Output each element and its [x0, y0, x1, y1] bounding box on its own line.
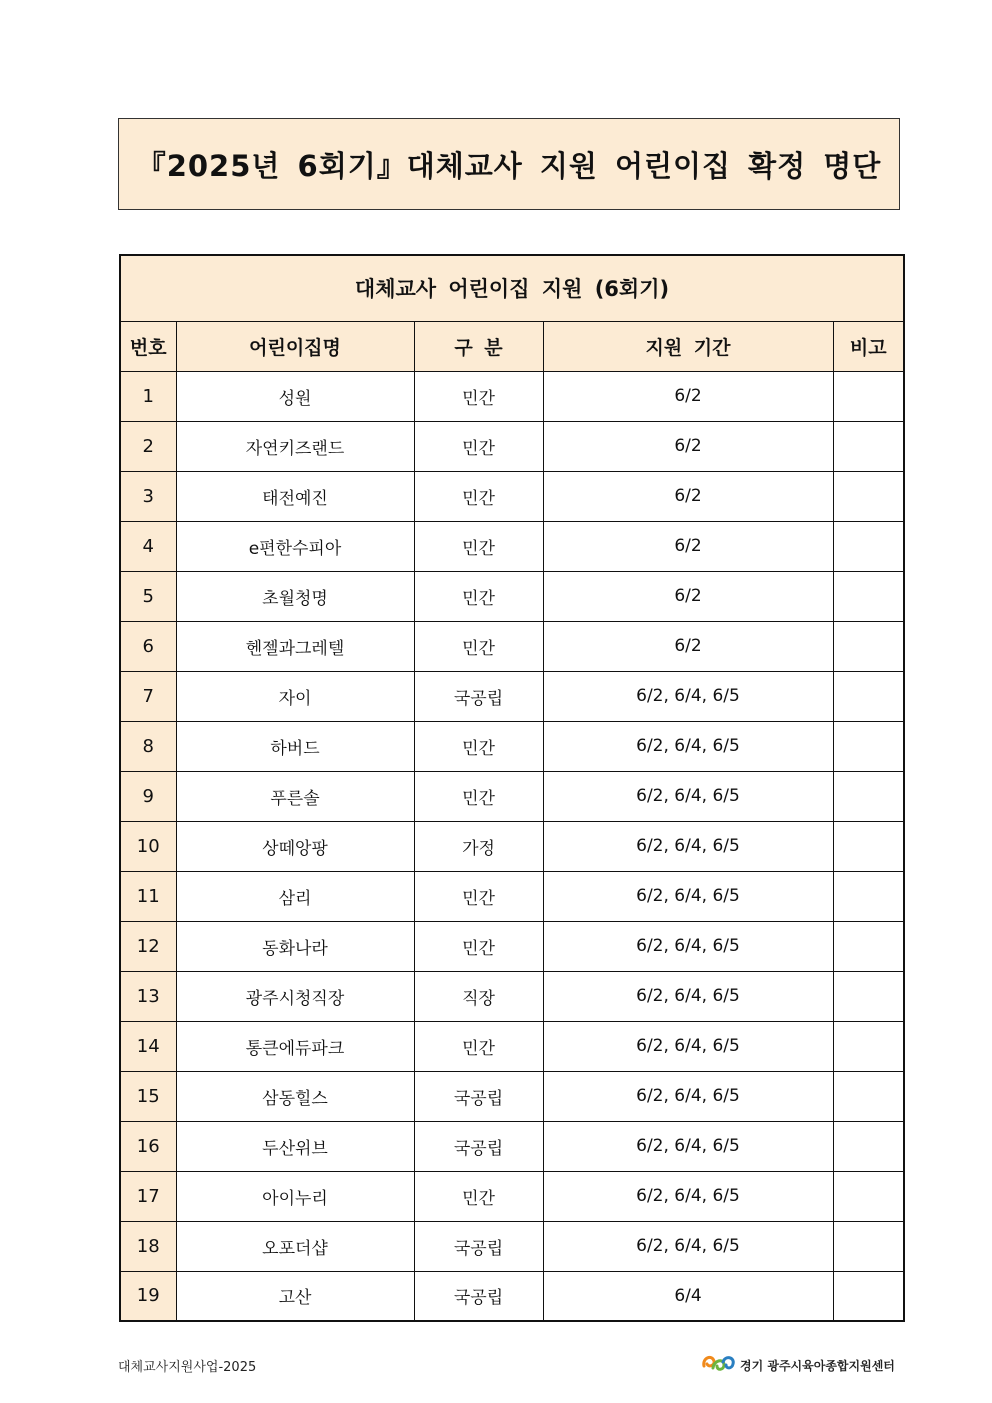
- row-center-name: 두산위브: [176, 1121, 414, 1171]
- row-number: 18: [120, 1221, 176, 1271]
- row-center-name: 성원: [176, 371, 414, 421]
- row-category: 민간: [414, 421, 543, 471]
- row-category: 민간: [414, 921, 543, 971]
- row-number: 2: [120, 421, 176, 471]
- table-row: [120, 771, 904, 821]
- row-number: 9: [120, 771, 176, 821]
- row-category: 민간: [414, 871, 543, 921]
- row-note: [833, 921, 904, 971]
- row-note: [833, 1171, 904, 1221]
- row-note: [833, 1121, 904, 1171]
- header-number: 번호: [120, 321, 176, 371]
- row-note: [833, 1271, 904, 1321]
- table-caption: 대체교사 어린이집 지원 (6회기): [120, 255, 904, 321]
- header-category: 구 분: [414, 321, 543, 371]
- row-center-name: 오포더샵: [176, 1221, 414, 1271]
- row-note: [833, 1021, 904, 1071]
- row-category: 국공립: [414, 671, 543, 721]
- table-row: [120, 571, 904, 621]
- table-caption-row: [120, 255, 904, 321]
- table-row: [120, 421, 904, 471]
- row-number: 11: [120, 871, 176, 921]
- row-support-period: 6/2, 6/4, 6/5: [543, 921, 833, 971]
- row-number: 10: [120, 821, 176, 871]
- row-note: [833, 971, 904, 1021]
- table-row: [120, 521, 904, 571]
- row-center-name: 고산: [176, 1271, 414, 1321]
- row-number: 1: [120, 371, 176, 421]
- table-header-row: [120, 321, 904, 371]
- row-number: 17: [120, 1171, 176, 1221]
- table-row: [120, 1221, 904, 1271]
- header-center-name: 어린이집명: [176, 321, 414, 371]
- row-support-period: 6/2, 6/4, 6/5: [543, 1171, 833, 1221]
- row-support-period: 6/2: [543, 421, 833, 471]
- row-center-name: 태전예진: [176, 471, 414, 521]
- row-category: 가정: [414, 821, 543, 871]
- table-row: [120, 721, 904, 771]
- header-support-period: 지원 기간: [543, 321, 833, 371]
- row-center-name: 광주시청직장: [176, 971, 414, 1021]
- footer-org-name: 경기 광주시육아종합지원센터: [740, 1358, 895, 1373]
- row-center-name: 통큰에듀파크: [176, 1021, 414, 1071]
- row-support-period: 6/2, 6/4, 6/5: [543, 1071, 833, 1121]
- table-row: [120, 1271, 904, 1321]
- row-category: 민간: [414, 1021, 543, 1071]
- row-support-period: 6/2, 6/4, 6/5: [543, 721, 833, 771]
- row-support-period: 6/2, 6/4, 6/5: [543, 1221, 833, 1271]
- row-support-period: 6/2: [543, 571, 833, 621]
- table-row: [120, 1071, 904, 1121]
- row-number: 13: [120, 971, 176, 1021]
- table-row: [120, 471, 904, 521]
- row-support-period: 6/2, 6/4, 6/5: [543, 971, 833, 1021]
- row-center-name: 헨젤과그레텔: [176, 621, 414, 671]
- table-row: [120, 621, 904, 671]
- row-note: [833, 1071, 904, 1121]
- row-number: 8: [120, 721, 176, 771]
- row-number: 14: [120, 1021, 176, 1071]
- row-category: 민간: [414, 371, 543, 421]
- row-note: [833, 821, 904, 871]
- row-support-period: 6/2: [543, 621, 833, 671]
- row-center-name: 초월청명: [176, 571, 414, 621]
- row-support-period: 6/2, 6/4, 6/5: [543, 821, 833, 871]
- table-row: [120, 921, 904, 971]
- row-note: [833, 721, 904, 771]
- row-note: [833, 771, 904, 821]
- row-number: 15: [120, 1071, 176, 1121]
- row-support-period: 6/2, 6/4, 6/5: [543, 671, 833, 721]
- document-title-box: [118, 118, 900, 210]
- row-category: 민간: [414, 621, 543, 671]
- row-center-name: 자이: [176, 671, 414, 721]
- row-support-period: 6/2: [543, 471, 833, 521]
- row-support-period: 6/2, 6/4, 6/5: [543, 771, 833, 821]
- row-support-period: 6/2: [543, 521, 833, 571]
- row-category: 민간: [414, 571, 543, 621]
- row-category: 민간: [414, 521, 543, 571]
- document-title: 『2025년 6회기』대체교사 지원 어린이집 확정 명단: [136, 148, 882, 183]
- table-row: [120, 821, 904, 871]
- row-category: 민간: [414, 721, 543, 771]
- row-note: [833, 1221, 904, 1271]
- row-note: [833, 521, 904, 571]
- row-number: 19: [120, 1271, 176, 1321]
- row-number: 4: [120, 521, 176, 571]
- footer-program-label: 대체교사지원사업-2025: [118, 1360, 257, 1375]
- row-note: [833, 471, 904, 521]
- row-note: [833, 621, 904, 671]
- row-number: 7: [120, 671, 176, 721]
- row-number: 5: [120, 571, 176, 621]
- footer-organization: [700, 1352, 895, 1378]
- row-category: 국공립: [414, 1221, 543, 1271]
- row-category: 민간: [414, 771, 543, 821]
- row-category: 민간: [414, 471, 543, 521]
- row-support-period: 6/2, 6/4, 6/5: [543, 1021, 833, 1071]
- row-support-period: 6/2, 6/4, 6/5: [543, 871, 833, 921]
- row-note: [833, 421, 904, 471]
- row-center-name: 상떼앙팡: [176, 821, 414, 871]
- support-roster-table: [119, 254, 905, 1322]
- row-note: [833, 871, 904, 921]
- table-row: [120, 1021, 904, 1071]
- row-center-name: 삼리: [176, 871, 414, 921]
- header-note: 비고: [833, 321, 904, 371]
- table-row: [120, 1171, 904, 1221]
- row-center-name: 하버드: [176, 721, 414, 771]
- center-logo-icon: [700, 1352, 736, 1378]
- row-center-name: 아이누리: [176, 1171, 414, 1221]
- row-center-name: e편한수피아: [176, 521, 414, 571]
- row-number: 16: [120, 1121, 176, 1171]
- row-number: 3: [120, 471, 176, 521]
- table-row: [120, 671, 904, 721]
- row-support-period: 6/2: [543, 371, 833, 421]
- row-center-name: 자연키즈랜드: [176, 421, 414, 471]
- table-row: [120, 1121, 904, 1171]
- row-category: 국공립: [414, 1121, 543, 1171]
- row-support-period: 6/4: [543, 1271, 833, 1321]
- row-category: 국공립: [414, 1071, 543, 1121]
- table-row: [120, 871, 904, 921]
- row-center-name: 삼동힐스: [176, 1071, 414, 1121]
- row-note: [833, 371, 904, 421]
- row-note: [833, 571, 904, 621]
- row-category: 국공립: [414, 1271, 543, 1321]
- row-category: 민간: [414, 1171, 543, 1221]
- table-row: [120, 971, 904, 1021]
- row-note: [833, 671, 904, 721]
- row-number: 6: [120, 621, 176, 671]
- row-center-name: 동화나라: [176, 921, 414, 971]
- row-support-period: 6/2, 6/4, 6/5: [543, 1121, 833, 1171]
- row-category: 직장: [414, 971, 543, 1021]
- row-center-name: 푸른솔: [176, 771, 414, 821]
- row-number: 12: [120, 921, 176, 971]
- table-row: [120, 371, 904, 421]
